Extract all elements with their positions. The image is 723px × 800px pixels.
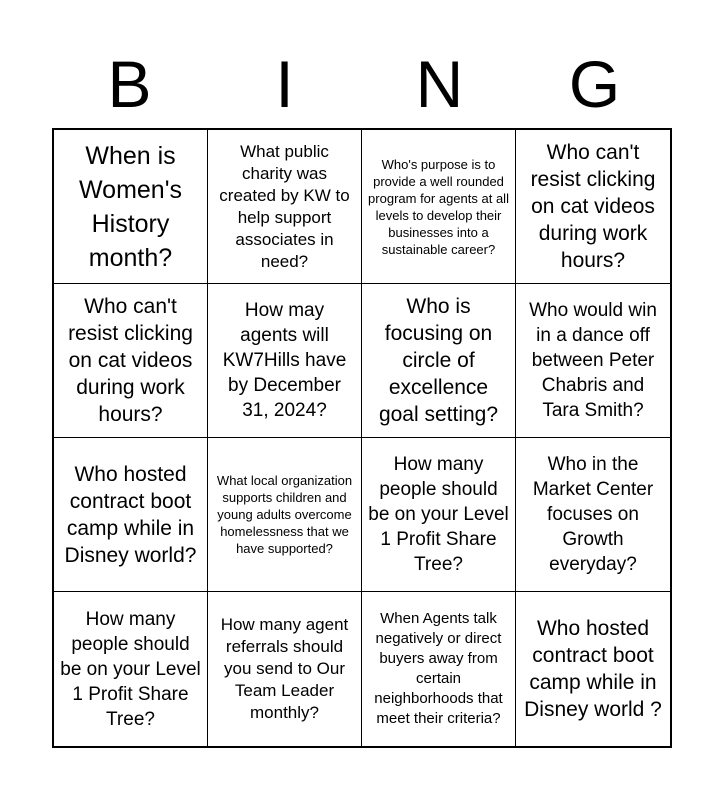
bingo-cell-r1c1[interactable] [54, 130, 208, 284]
cell-question: How many people should be on your Level 1 Profit Share Tree? [60, 608, 201, 730]
bingo-cell-r4c1[interactable] [54, 592, 208, 746]
header-letter-g: G [568, 47, 621, 121]
cell-question: Who hosted contract boot camp while in Disney world? [64, 462, 197, 567]
bingo-cell-r3c3[interactable] [362, 438, 516, 592]
cell-question: How many agent referrals should you send to Our Team Leader monthly? [220, 615, 349, 722]
cell-question: Who's purpose is to provide a well rounded program for agents at all levels to develop their businesses into a sustainable career? [368, 156, 509, 257]
header-letter-b: B [107, 47, 152, 121]
cell-question: Who can't resist clicking on cat videos during work hours? [68, 295, 193, 426]
cell-question: Who hosted contract boot camp while in Disney world ? [524, 617, 662, 721]
bingo-cell-r1c2[interactable] [208, 130, 362, 284]
header-letter-n: N [415, 47, 464, 121]
cell-question: How many people should be on your Level 1 Profit Share Tree? [368, 454, 509, 575]
cell-question: Who in the Market Center focuses on Growth everyday? [532, 454, 654, 575]
bingo-cell-r4c4[interactable] [516, 592, 670, 746]
bingo-cell-r1c3[interactable] [362, 130, 516, 284]
cell-question: What local organization supports children and young adults overcome homelessness that we have supported? [216, 473, 353, 556]
bingo-cell-r4c2[interactable] [208, 592, 362, 746]
bingo-cell-r3c1[interactable] [54, 438, 208, 592]
bingo-cell-r3c4[interactable] [516, 438, 670, 592]
bingo-cell-r4c3[interactable] [362, 592, 516, 746]
cell-question: When Agents talk negatively or direct buyers away from certain neighborhoods that meet their criteria? [374, 610, 503, 727]
bingo-cell-r2c4[interactable] [516, 284, 670, 438]
bingo-cell-r2c2[interactable] [208, 284, 362, 438]
header-letter-i: I [275, 47, 294, 121]
cell-question: Who would win in a dance off between Peter Chabris and Tara Smith? [529, 300, 657, 421]
bingo-header [52, 40, 672, 128]
cell-question: Who is focusing on circle of excellence goal setting? [378, 295, 499, 426]
bingo-cell-r1c4[interactable] [516, 130, 670, 284]
cell-question: When is Women's History month? [79, 141, 182, 272]
cell-question: How may agents will KW7Hills have by December 31, 2024? [222, 300, 347, 421]
bingo-board [52, 128, 672, 748]
bingo-cell-r2c1[interactable] [54, 284, 208, 438]
bingo-cell-r3c2[interactable] [208, 438, 362, 592]
bingo-cell-r2c3[interactable] [362, 284, 516, 438]
cell-question: Who can't resist clicking on cat videos during work hours? [530, 141, 656, 272]
cell-question: What public charity was created by KW to help support associates in need? [219, 141, 350, 271]
